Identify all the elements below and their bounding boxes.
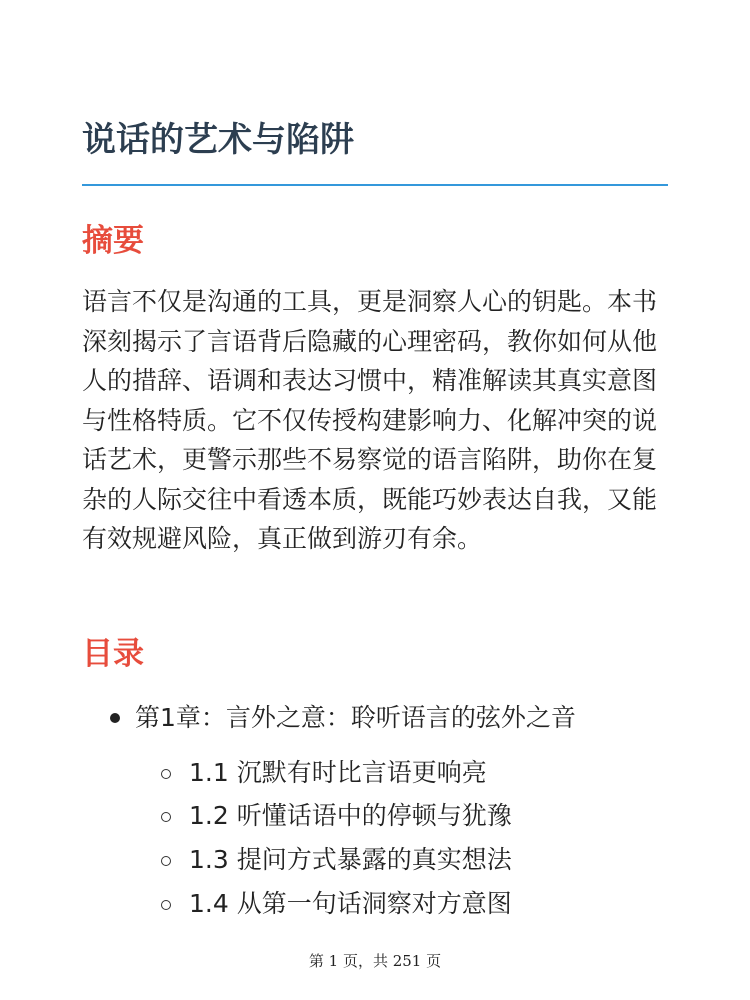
bullet-circle-icon xyxy=(161,856,171,866)
toc-chapter-1: 第1章：言外之意：聆听语言的弦外之音 xyxy=(135,703,576,732)
abstract-heading: 摘要 xyxy=(82,223,144,259)
title-divider xyxy=(82,184,668,186)
page-indicator: 第 1 页，共 251 页 xyxy=(308,952,442,970)
document-title: 说话的艺术与陷阱 xyxy=(82,120,354,160)
toc-section-1-2: 1.2 听懂话语中的停顿与犹豫 xyxy=(189,801,512,830)
toc-heading: 目录 xyxy=(82,636,144,672)
bullet-disc-icon xyxy=(110,713,120,723)
toc-section-1-1: 1.1 沉默有时比言语更响亮 xyxy=(189,758,487,787)
bullet-circle-icon xyxy=(161,900,171,910)
abstract-text: 语言不仅是沟通的工具，更是洞察人心的钥匙。本书深刻揭示了言语背后隐藏的心理密码，教你如何从他人的措辞、语调和表达习惯中，精准解读其真实意图与性格特质。它不仅传授构建影响力、化解冲突的说话艺术，更警示那些不易察觉的语言陷阱，助你在复杂的人际交往中看透本质，既能巧妙表达自我，又能有效规避风险，真正做到游刃有余。 xyxy=(82,287,658,553)
toc-section-1-4: 1.4 从第一句话洞察对方意图 xyxy=(189,889,512,918)
bullet-circle-icon xyxy=(161,812,171,822)
toc-section-1-3: 1.3 提问方式暴露的真实想法 xyxy=(189,845,512,874)
bullet-circle-icon xyxy=(161,769,171,779)
